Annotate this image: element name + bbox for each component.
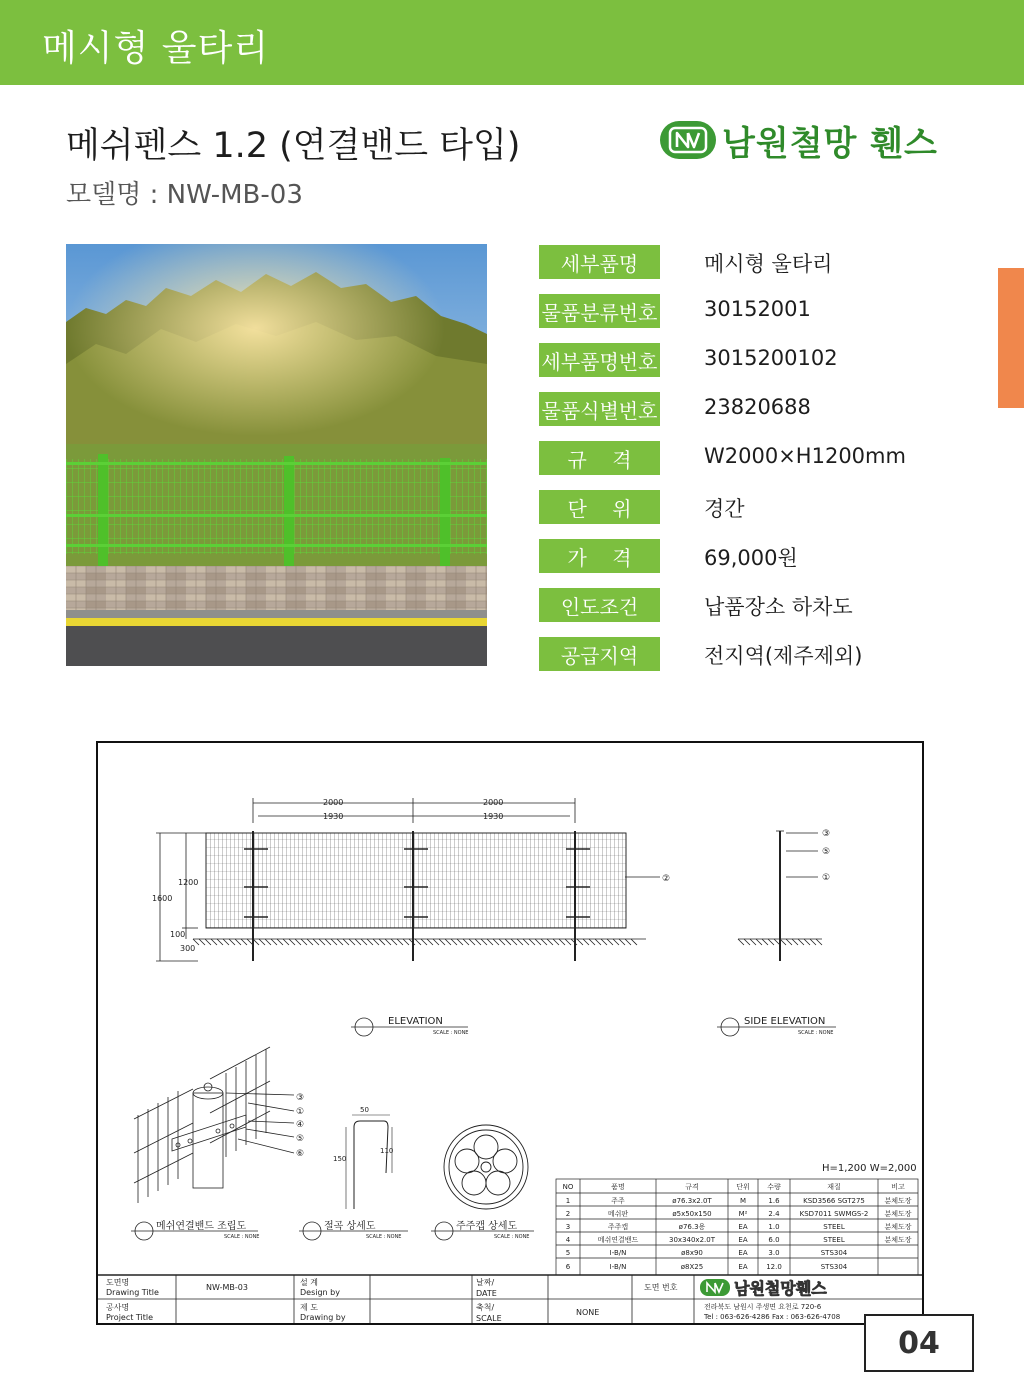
scale-note: SCALE : NONE bbox=[494, 1234, 530, 1240]
tb-drawing-no-label: 도면 번호 bbox=[644, 1283, 678, 1292]
bom-cell: 4 bbox=[565, 1236, 571, 1244]
bom-header: 비고 bbox=[891, 1183, 905, 1191]
callout-3: ③ bbox=[822, 829, 831, 839]
spec-label: 가 격 bbox=[539, 539, 660, 573]
spec-value: 전지역(제주제외) bbox=[704, 644, 863, 668]
tb-drawing-title-label-en: Drawing Title bbox=[106, 1288, 159, 1297]
tb-design-label-en: Design by bbox=[300, 1288, 340, 1297]
bom-cell: ø5x50x150 bbox=[672, 1210, 712, 1218]
callout-1: ① bbox=[296, 1107, 305, 1117]
page-header bbox=[0, 0, 1024, 85]
spec-row bbox=[539, 294, 1019, 328]
callout-5: ⑤ bbox=[296, 1134, 305, 1144]
bom-cell: 2 bbox=[565, 1210, 571, 1218]
spec-label: 단 위 bbox=[539, 490, 660, 524]
bom-cell: 분체도장 bbox=[884, 1223, 912, 1231]
assembly-detail bbox=[134, 1047, 294, 1203]
dim-i1: 1930 bbox=[323, 812, 344, 821]
callout-2: ② bbox=[662, 874, 671, 884]
bom-cell: 분체도장 bbox=[884, 1197, 912, 1205]
spec-row bbox=[539, 588, 1019, 622]
brand-logo bbox=[660, 118, 938, 162]
dim-i2: 1930 bbox=[483, 812, 504, 821]
tb-scale-value: NONE bbox=[576, 1308, 600, 1317]
tb-design-label: 설 계 bbox=[300, 1278, 318, 1287]
tb-date-label: 날짜/ bbox=[476, 1278, 495, 1287]
tb-company-name: 남원철망휀스 bbox=[734, 1279, 827, 1298]
bom-cell: STEEL bbox=[823, 1223, 845, 1231]
bom-cell: STEEL bbox=[823, 1236, 845, 1244]
callout-6: ⑥ bbox=[296, 1149, 305, 1159]
spec-row bbox=[539, 637, 1019, 671]
bom-cell: 5 bbox=[565, 1249, 571, 1257]
bom-cell: M² bbox=[738, 1210, 748, 1218]
spec-label: 규 격 bbox=[539, 441, 660, 475]
tb-scale-label: 축척/ bbox=[476, 1303, 495, 1312]
scale-note: SCALE : NONE bbox=[433, 1030, 469, 1036]
bom-cell: 주주캡 bbox=[607, 1223, 629, 1231]
bom-cell: EA bbox=[738, 1223, 748, 1231]
spec-value: 납품장소 하차도 bbox=[704, 595, 853, 619]
spec-value: 경간 bbox=[704, 497, 745, 521]
bom-cell: KSD3566 SGT275 bbox=[803, 1197, 865, 1205]
tb-project-label-en: Project Title bbox=[106, 1313, 154, 1322]
bom-cell: STS304 bbox=[820, 1249, 848, 1257]
view-title-assembly: 메쉬연결밴드 조립도 bbox=[156, 1221, 247, 1232]
bom-cell: 분체도장 bbox=[884, 1210, 912, 1218]
dim-h-mesh: 1200 bbox=[178, 878, 199, 887]
view-title-side-elevation: SIDE ELEVATION bbox=[744, 1016, 826, 1027]
bom-cell: I-B/N bbox=[609, 1249, 627, 1257]
bom-cell: 12.0 bbox=[766, 1263, 782, 1271]
side-elevation-view bbox=[738, 831, 822, 961]
dim-h-bottom: 300 bbox=[180, 944, 196, 953]
model-number: 모델명 : NW-MB-03 bbox=[66, 180, 303, 210]
bom-cell: 6 bbox=[565, 1263, 571, 1271]
spec-row bbox=[539, 245, 1019, 279]
cap-detail bbox=[444, 1125, 528, 1209]
tb-tel: Tel : 063-626-4286 Fax : 063-626-4708 bbox=[704, 1313, 841, 1321]
scale-note: SCALE : NONE bbox=[366, 1234, 402, 1240]
dim-w1: 2000 bbox=[323, 798, 344, 807]
scale-note: SCALE : NONE bbox=[798, 1030, 834, 1036]
page-header-title: 메시형 울타리 bbox=[42, 28, 270, 69]
bom-cell: 메쉬판 bbox=[607, 1210, 629, 1218]
bom-header: 재질 bbox=[827, 1183, 841, 1191]
bom-cell: ø8X25 bbox=[680, 1263, 704, 1271]
tb-address: 전라북도 남원시 주생면 요천로 720-6 bbox=[704, 1303, 822, 1311]
side-tab-marker bbox=[998, 268, 1024, 408]
spec-row bbox=[539, 392, 1019, 426]
spec-label: 세부품명번호 bbox=[539, 343, 660, 377]
size-note: H=1,200 W=2,000 bbox=[822, 1163, 917, 1174]
tb-date-label-en: DATE bbox=[476, 1289, 497, 1298]
bend-dim-top: 50 bbox=[360, 1106, 369, 1114]
bom-cell: 메쉬연결밴드 bbox=[597, 1236, 639, 1244]
bom-cell: 분체도장 bbox=[884, 1236, 912, 1244]
brand-name: 남원철망 휀스 bbox=[722, 123, 938, 164]
spec-value: 3015200102 bbox=[704, 346, 838, 370]
product-title: 메쉬펜스 1.2 (연결밴드 타입) bbox=[66, 126, 521, 166]
bom-cell: 6.0 bbox=[768, 1236, 780, 1244]
callout-3: ③ bbox=[296, 1093, 305, 1103]
bom-header: 품명 bbox=[611, 1183, 625, 1191]
bom-cell: 3 bbox=[565, 1223, 571, 1231]
product-photo bbox=[66, 244, 487, 666]
bom-cell: 2.4 bbox=[768, 1210, 780, 1218]
bom-cell: 30x340x2.0T bbox=[669, 1236, 715, 1244]
tb-drawn-label: 제 도 bbox=[300, 1303, 318, 1312]
elevation-view bbox=[156, 798, 660, 961]
view-title-cap: 주주캡 상세도 bbox=[456, 1221, 518, 1232]
bom-cell: EA bbox=[738, 1236, 748, 1244]
bom-cell: I-B/N bbox=[609, 1263, 627, 1271]
bom-cell: EA bbox=[738, 1263, 748, 1271]
callout-4: ④ bbox=[296, 1120, 305, 1130]
brand-badge-icon bbox=[660, 121, 716, 159]
bom-cell: 1 bbox=[565, 1197, 571, 1205]
spec-row bbox=[539, 490, 1019, 524]
callout-1: ① bbox=[822, 873, 831, 883]
bom-cell: STS304 bbox=[820, 1263, 848, 1271]
view-title-elevation: ELEVATION bbox=[388, 1016, 443, 1027]
spec-label: 인도조건 bbox=[539, 588, 660, 622]
tb-drawn-label-en: Drawing by bbox=[300, 1313, 346, 1322]
spec-row bbox=[539, 343, 1019, 377]
spec-label: 공급지역 bbox=[539, 637, 660, 671]
dim-w2: 2000 bbox=[483, 798, 504, 807]
spec-label: 세부품명 bbox=[539, 245, 660, 279]
tb-drawing-title: NW-MB-03 bbox=[206, 1283, 248, 1292]
bom-cell: 3.0 bbox=[768, 1249, 780, 1257]
bom-cell: M bbox=[739, 1197, 747, 1205]
spec-value: 30152001 bbox=[704, 297, 811, 321]
spec-label: 물품분류번호 bbox=[539, 294, 660, 328]
bom-header: 단위 bbox=[736, 1183, 750, 1191]
bom-cell: EA bbox=[738, 1249, 748, 1257]
technical-drawing bbox=[96, 741, 924, 1325]
spec-value: 메시형 울타리 bbox=[704, 252, 833, 276]
bom-cell: KSD7011 SWMGS-2 bbox=[799, 1210, 869, 1218]
bom-cell: 주주 bbox=[611, 1197, 625, 1205]
tb-project-label: 공사명 bbox=[106, 1303, 130, 1312]
spec-row bbox=[539, 539, 1019, 573]
spec-value: 69,000원 bbox=[704, 546, 798, 570]
dim-h-total: 1600 bbox=[152, 894, 173, 903]
spec-label: 물품식별번호 bbox=[539, 392, 660, 426]
bend-detail bbox=[346, 1115, 392, 1209]
page-number: 04 bbox=[864, 1314, 974, 1372]
view-title-bend: 절곡 상세도 bbox=[324, 1221, 376, 1232]
spec-row bbox=[539, 441, 1019, 475]
callout-5: ⑤ bbox=[822, 847, 831, 857]
spec-value: W2000×H1200mm bbox=[704, 444, 906, 468]
tb-scale-label-en: SCALE bbox=[476, 1314, 502, 1323]
tb-drawing-title-label: 도면명 bbox=[106, 1278, 130, 1287]
bend-dim-height: 150 bbox=[333, 1155, 347, 1163]
dim-h-top: 100 bbox=[170, 930, 186, 939]
bom-cell: 1.0 bbox=[768, 1223, 780, 1231]
bom-cell: ø76.3용 bbox=[678, 1223, 706, 1231]
bend-dim-side: 110 bbox=[380, 1147, 394, 1155]
tb-company-logo-icon bbox=[700, 1279, 730, 1296]
bom-header: 수량 bbox=[767, 1183, 781, 1191]
scale-note: SCALE : NONE bbox=[224, 1234, 260, 1240]
bom-cell: 1.6 bbox=[768, 1197, 780, 1205]
bom-cell: ø8x90 bbox=[681, 1249, 703, 1257]
spec-value: 23820688 bbox=[704, 395, 811, 419]
bom-header: NO bbox=[562, 1183, 574, 1191]
bom-header: 규격 bbox=[685, 1183, 699, 1191]
bom-cell: ø76.3x2.0T bbox=[672, 1197, 712, 1205]
